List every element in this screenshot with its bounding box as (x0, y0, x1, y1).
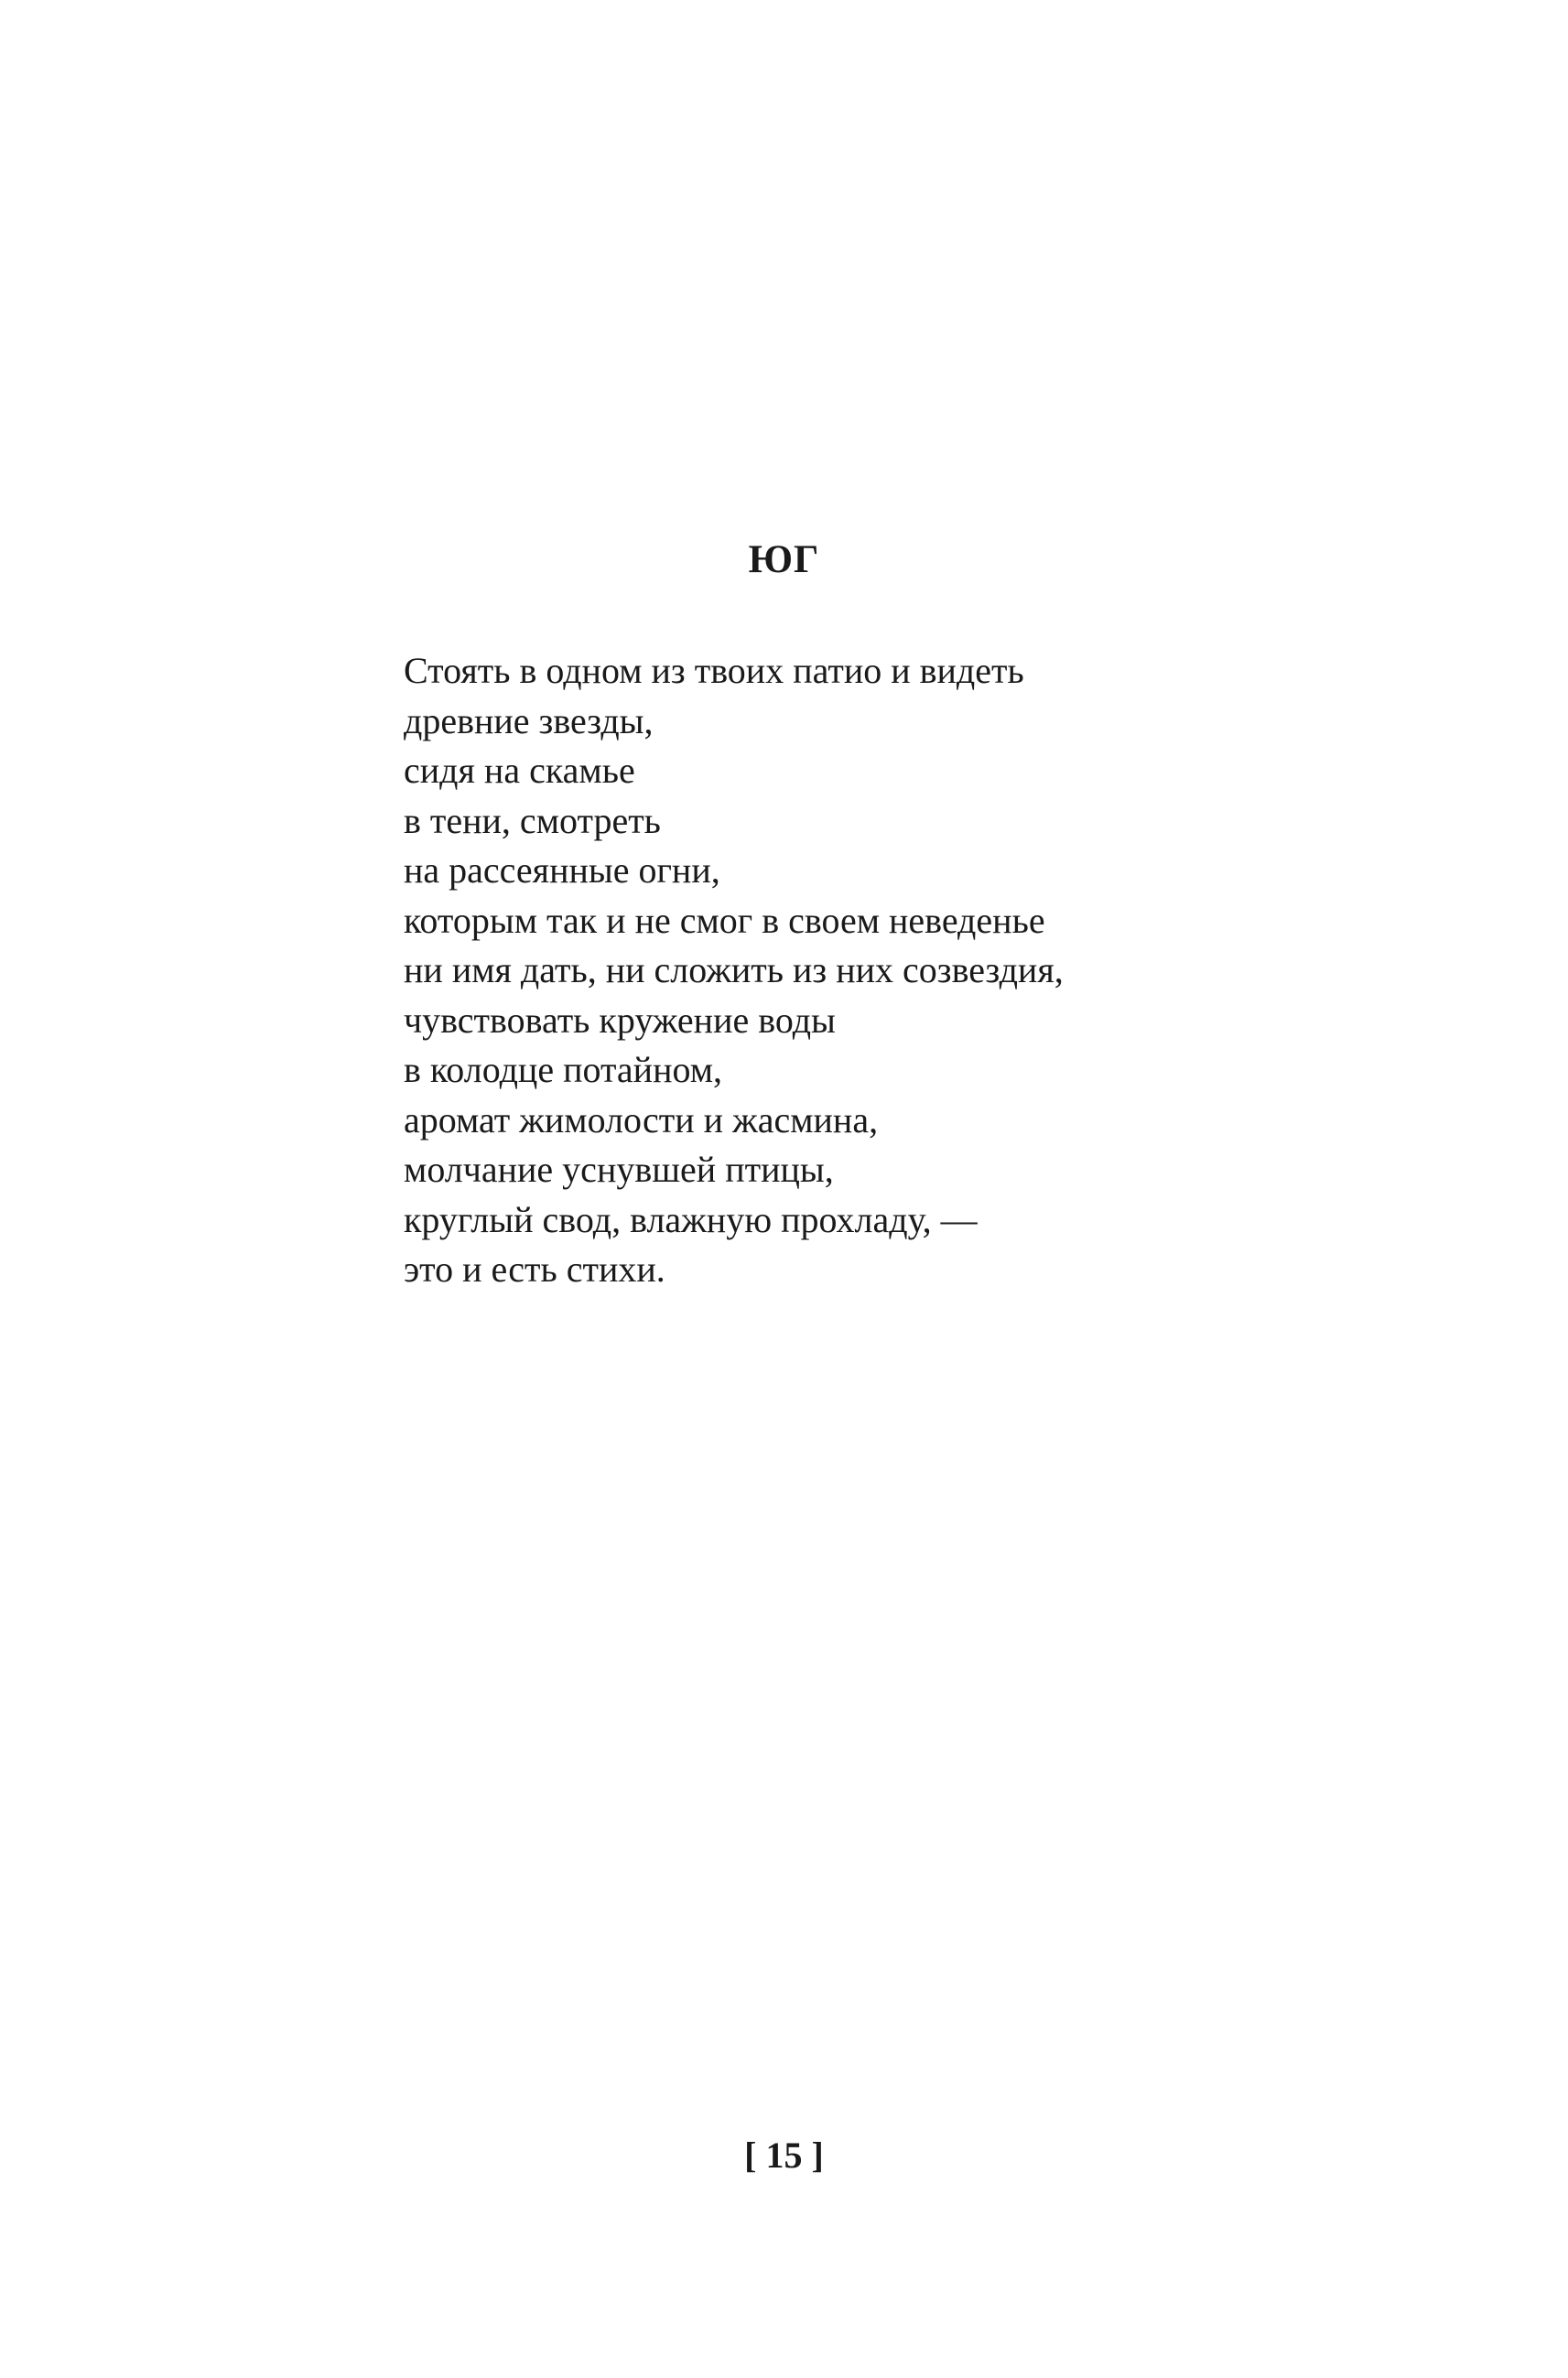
poem-line: древние звезды, (404, 699, 654, 741)
poem-line: Стоять в одном из твоих патио и видеть (404, 650, 1024, 691)
poem-line: сидя на скамье (404, 750, 635, 791)
poem-line: молчание уснувшей птицы, (404, 1149, 834, 1190)
poem-line: круглый свод, влажную прохладу, — (404, 1198, 978, 1240)
poem-body (404, 646, 1064, 1295)
poem-line: чувствовать кружение воды (404, 999, 836, 1041)
poem-line: на рассеянные огни, (404, 849, 720, 891)
poem-line: это и есть стихи. (404, 1248, 665, 1290)
poem-line: ни имя дать, ни сложить из них созвездия, (404, 949, 1064, 990)
poem-title: ЮГ (748, 538, 820, 581)
page-number: [ 15 ] (744, 2135, 824, 2176)
poem-line: которым так и не смог в своем неведенье (404, 899, 1045, 941)
poem-line: в колодце потайном, (404, 1049, 723, 1090)
poem-line: в тени, смотреть (404, 799, 661, 841)
poem-line: аромат жимолости и жасмина, (404, 1098, 879, 1140)
